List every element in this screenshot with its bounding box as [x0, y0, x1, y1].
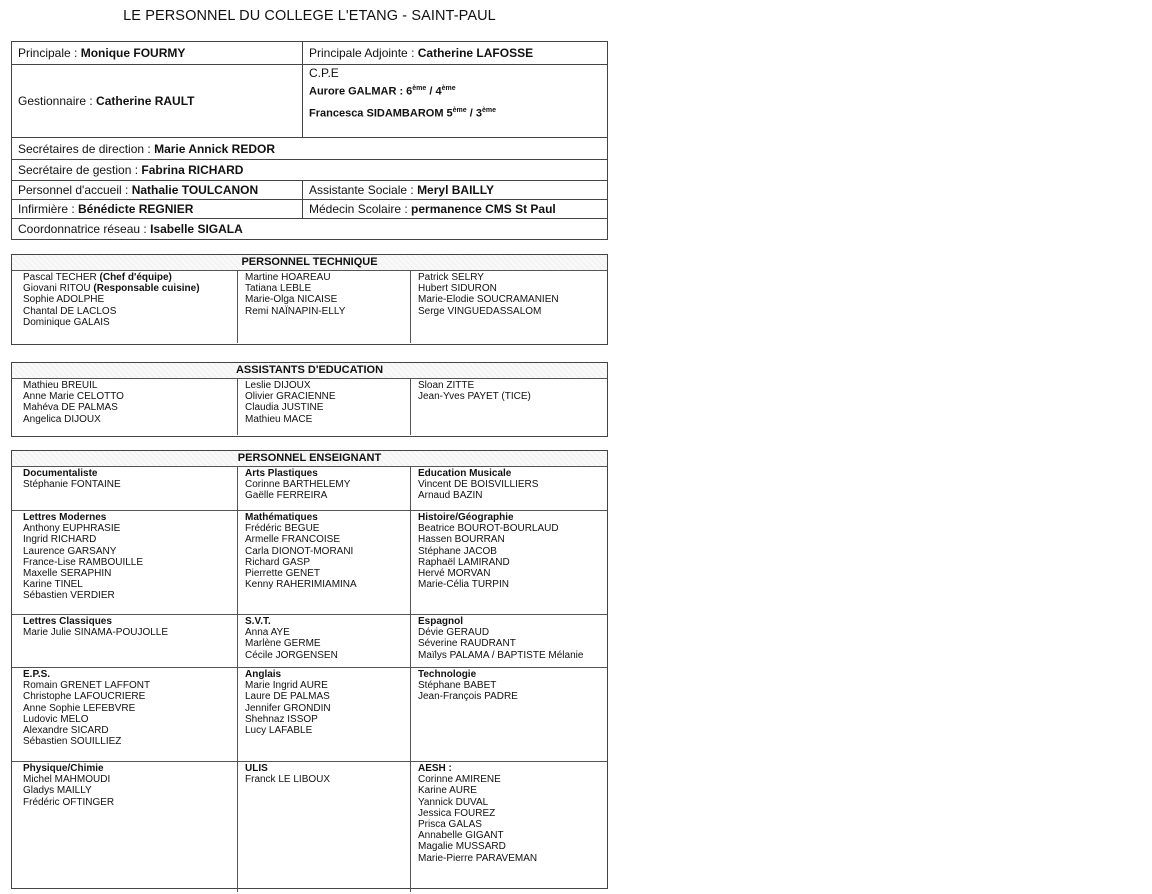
teacher-name: Hassen BOURRAN	[418, 534, 505, 546]
label: Gestionnaire :	[18, 94, 97, 108]
teacher-name: Cécile JORGENSEN	[245, 649, 338, 661]
subject-cell	[238, 762, 411, 892]
staff-name: Giovani RITOU	[23, 283, 94, 295]
cpe-label: C.P.E	[309, 66, 339, 80]
cpe-2-mid: / 3	[466, 107, 482, 120]
teacher-name: Anthony EUPHRASIE	[23, 523, 121, 535]
cpe-cell	[303, 65, 608, 138]
staff-member: Leslie DIJOUX	[245, 380, 311, 391]
teacher-name: Christophe LAFOUCRIERE	[23, 691, 146, 703]
teacher-name: Maïlys PALAMA / BAPTISTE Mélanie	[418, 649, 584, 661]
staff-name: Remi NAÏNAPIN-ELLY	[245, 305, 346, 317]
subject-row	[12, 668, 607, 762]
technique-section	[11, 254, 608, 345]
teacher-name: Annabelle GIGANT	[418, 830, 504, 842]
enseignant-section	[11, 450, 608, 889]
label: Principale :	[18, 46, 81, 60]
coord-cell	[12, 219, 608, 240]
teacher-name: Laurence GARSANY	[23, 545, 117, 557]
teacher-name: Romain GRENET LAFFONT	[23, 680, 151, 692]
sup: ème	[452, 106, 467, 114]
label: Principale Adjointe :	[309, 46, 418, 60]
staff-member	[23, 283, 237, 294]
staff-name: Marie-Olga NICAISE	[245, 294, 338, 306]
staff-member	[245, 272, 410, 283]
teacher-name: Yannick DUVAL	[418, 796, 489, 808]
adjointe-cell	[303, 42, 608, 65]
section-header: ASSISTANTS D'EDUCATION	[12, 363, 607, 379]
sup: ème	[441, 85, 456, 92]
coord-name: Isabelle SIGALA	[150, 222, 243, 236]
infirmiere-cell	[12, 200, 303, 219]
subject-title: AESH :	[418, 763, 452, 774]
cpe-1-mid: / 4	[426, 85, 442, 98]
section-header: PERSONNEL TECHNIQUE	[12, 255, 607, 271]
teacher-name: Hervé MORVAN	[418, 568, 491, 580]
subject-row	[12, 615, 607, 668]
staff-member: Olivier GRACIENNE	[245, 391, 336, 403]
staff-column	[238, 379, 411, 435]
subject-title: Arts Plastiques	[245, 468, 318, 479]
secr-gest-cell	[12, 160, 608, 181]
subject-cell	[12, 511, 238, 614]
staff-name: Sophie ADOLPHE	[23, 294, 105, 306]
staff-member: Jean-Yves PAYET (TICE)	[418, 391, 531, 403]
teacher-name: Carla DIONOT-MORANI	[245, 545, 354, 557]
staff-member	[245, 283, 410, 294]
teacher-name: France-Lise RAMBOUILLE	[23, 556, 144, 568]
teacher-name: Shehnaz ISSOP	[245, 713, 318, 725]
staff-name: Pascal TECHER	[23, 272, 100, 283]
principale-name: Monique FOURMY	[80, 46, 186, 60]
subject-row	[12, 762, 607, 892]
teacher-name: Frédéric OFTINGER	[23, 796, 115, 808]
teacher-name: Beatrice BOUROT-BOURLAUD	[418, 523, 559, 535]
infirmiere-name: Bénédicte REGNIER	[78, 202, 194, 216]
teacher-name: Marie-Pierre PARAVEMAN	[418, 852, 538, 864]
subject-cell	[411, 668, 607, 761]
subject-cell	[411, 762, 607, 892]
teacher-name: Jean-François PADRE	[418, 691, 518, 703]
staff-member: Anne Marie CELOTTO	[23, 391, 124, 403]
staff-member	[245, 294, 410, 305]
staff-role: (Chef d'équipe)	[99, 272, 172, 283]
staff-member	[23, 306, 237, 317]
teacher-name: Maxelle SERAPHIN	[23, 568, 112, 580]
staff-name: Marie-Elodie SOUCRAMANIEN	[418, 294, 559, 306]
teacher-name: Ludovic MELO	[23, 713, 89, 725]
staff-member: Claudia JUSTINE	[245, 402, 324, 414]
medecin-cell	[303, 200, 608, 219]
label: Infirmière :	[18, 202, 79, 216]
secr-dir-cell	[12, 138, 608, 160]
teacher-name: Anne Sophie LEFEBVRE	[23, 702, 136, 714]
label: Coordonnatrice réseau :	[18, 222, 151, 236]
teacher-name: Armelle FRANCOISE	[245, 534, 341, 546]
subject-cell	[238, 615, 411, 667]
subject-title: S.V.T.	[245, 616, 271, 627]
subject-title: Mathématiques	[245, 512, 318, 523]
staff-member	[245, 306, 410, 317]
staff-member	[23, 294, 237, 305]
medecin-name: permanence CMS St Paul	[411, 202, 556, 216]
staff-name: Tatiana LEBLE	[245, 283, 312, 295]
subject-title: Lettres Modernes	[23, 512, 107, 523]
subject-cell	[238, 511, 411, 614]
subject-cell	[411, 467, 607, 510]
staff-name: Dominique GALAIS	[23, 316, 110, 328]
teacher-name: Kenny RAHERIMIAMINA	[245, 579, 357, 591]
accueil-cell	[12, 181, 303, 200]
staff-column	[12, 379, 238, 435]
subject-cell	[411, 511, 607, 614]
gestionnaire-cell	[12, 65, 303, 138]
teacher-name: Jennifer GRONDIN	[245, 702, 331, 714]
teacher-name: Marie Julie SINAMA-POUJOLLE	[23, 627, 169, 639]
teacher-name: Alexandre SICARD	[23, 725, 109, 737]
teacher-name: Gaëlle FERREIRA	[245, 490, 328, 502]
teacher-name: Stéphane BABET	[418, 680, 497, 692]
subject-title: Physique/Chimie	[23, 763, 104, 774]
subject-cell	[411, 615, 607, 667]
subject-title: E.P.S.	[23, 669, 51, 680]
subject-title: Documentaliste	[23, 468, 98, 479]
teacher-name: Prisca GALAS	[418, 819, 482, 831]
page-title: LE PERSONNEL DU COLLEGE L'ETANG - SAINT-PAUL	[123, 8, 496, 24]
label: Secrétaires de direction :	[18, 141, 155, 156]
teacher-name: Frédéric BEGUE	[245, 523, 320, 535]
teacher-name: Arnaud BAZIN	[418, 490, 483, 502]
staff-name: Martine HOAREAU	[245, 272, 331, 283]
subject-row	[12, 467, 607, 511]
technique-row	[12, 271, 607, 343]
teacher-name: Raphaël LAMIRAND	[418, 556, 510, 568]
staff-column	[12, 271, 238, 343]
subject-cell	[12, 668, 238, 761]
cpe-2	[309, 103, 601, 122]
teacher-name: Karine AURE	[418, 785, 477, 797]
teacher-name: Magalie MUSSARD	[418, 841, 506, 853]
staff-column	[238, 271, 411, 343]
principale-cell	[12, 42, 303, 65]
teacher-name: Stéphanie FONTAINE	[23, 479, 121, 491]
teacher-name: Franck LE LIBOUX	[245, 774, 331, 786]
staff-member: Mathieu BREUIL	[23, 380, 98, 391]
staff-column	[411, 379, 607, 435]
teacher-name: Jessica FOUREZ	[418, 807, 496, 819]
subject-title: ULIS	[245, 763, 268, 774]
subject-cell	[12, 467, 238, 510]
assistants-section	[11, 362, 608, 437]
staff-member	[23, 317, 237, 328]
subject-title: Espagnol	[418, 616, 464, 627]
cpe-1	[309, 81, 601, 100]
label: Assistante Sociale :	[309, 183, 418, 197]
teacher-name: Ingrid RICHARD	[23, 534, 97, 546]
staff-member: Angelica DIJOUX	[23, 413, 101, 425]
teacher-name: Marie-Célia TURPIN	[418, 579, 509, 591]
teacher-name: Gladys MAILLY	[23, 785, 92, 797]
accueil-name: Nathalie TOULCANON	[131, 183, 259, 197]
staff-name: Chantal DE LACLOS	[23, 305, 117, 317]
teacher-name: Vincent DE BOISVILLIERS	[418, 479, 539, 491]
teacher-name: Karine TINEL	[23, 579, 83, 591]
staff-member	[418, 294, 607, 305]
staff-name: Hubert SIDURON	[418, 283, 497, 295]
teacher-name: Michel MAHMOUDI	[23, 774, 111, 786]
teacher-name: Richard GASP	[245, 556, 311, 568]
staff-member: Sloan ZITTE	[418, 380, 475, 391]
adjointe-name: Catherine LAFOSSE	[417, 46, 534, 60]
staff-member: Mahéva DE PALMAS	[23, 402, 118, 414]
subject-title: Anglais	[245, 669, 282, 680]
staff-name: Patrick SELRY	[418, 272, 484, 283]
teacher-name: Sébastien VERDIER	[23, 590, 115, 602]
teacher-name: Séverine RAUDRANT	[418, 638, 516, 650]
subject-title: Histoire/Géographie	[418, 512, 514, 523]
teacher-name: Laure DE PALMAS	[245, 691, 330, 703]
teacher-name: Anna AYE	[245, 627, 290, 639]
teacher-name: Marie Ingrid AURE	[245, 680, 328, 692]
staff-column	[411, 271, 607, 343]
subject-row	[12, 511, 607, 615]
label: Médecin Scolaire :	[309, 202, 412, 216]
staff-name: Serge VINGUEDASSALOM	[418, 305, 542, 317]
subject-cell	[238, 467, 411, 510]
secr-dir-name: Marie Annick REDOR	[154, 141, 275, 156]
sup: ème	[481, 106, 496, 114]
social-cell	[303, 181, 608, 200]
social-name: Meryl BAILLY	[417, 183, 494, 197]
gestionnaire-name: Catherine RAULT	[96, 94, 195, 108]
assistants-row	[12, 379, 607, 435]
teacher-name: Stéphane JACOB	[418, 545, 497, 557]
staff-member: Mathieu MACE	[245, 413, 313, 425]
section-header: PERSONNEL ENSEIGNANT	[12, 451, 607, 467]
teacher-name: Sébastien SOUILLIEZ	[23, 736, 122, 748]
teacher-name: Marlène GERME	[245, 638, 321, 650]
subject-cell	[12, 762, 238, 892]
staff-member	[418, 283, 607, 294]
teacher-name: Pierrette GENET	[245, 568, 321, 580]
subject-cell	[12, 615, 238, 667]
cpe-2-name: Francesca SIDAMBAROM 5	[309, 107, 453, 120]
staff-role: (Responsable cuisine)	[93, 283, 200, 295]
staff-member	[418, 306, 607, 317]
subject-cell	[238, 668, 411, 761]
cpe-1-name: Aurore GALMAR : 6	[309, 85, 413, 98]
label: Secrétaire de gestion :	[18, 163, 142, 177]
staff-member	[418, 272, 607, 283]
subject-title: Education Musicale	[418, 468, 512, 479]
teacher-name: Dévie GERAUD	[418, 627, 490, 639]
teacher-name: Corinne BARTHELEMY	[245, 479, 351, 491]
teacher-name: Lucy LAFABLE	[245, 725, 313, 737]
secr-gest-name: Fabrina RICHARD	[141, 163, 244, 177]
subject-title: Technologie	[418, 669, 477, 680]
direction-table	[11, 41, 608, 240]
staff-member	[23, 272, 237, 283]
sup: ème	[412, 85, 427, 92]
subject-title: Lettres Classiques	[23, 616, 112, 627]
label: Personnel d'accueil :	[18, 183, 132, 197]
teacher-name: Corinne AMIRENE	[418, 774, 501, 786]
